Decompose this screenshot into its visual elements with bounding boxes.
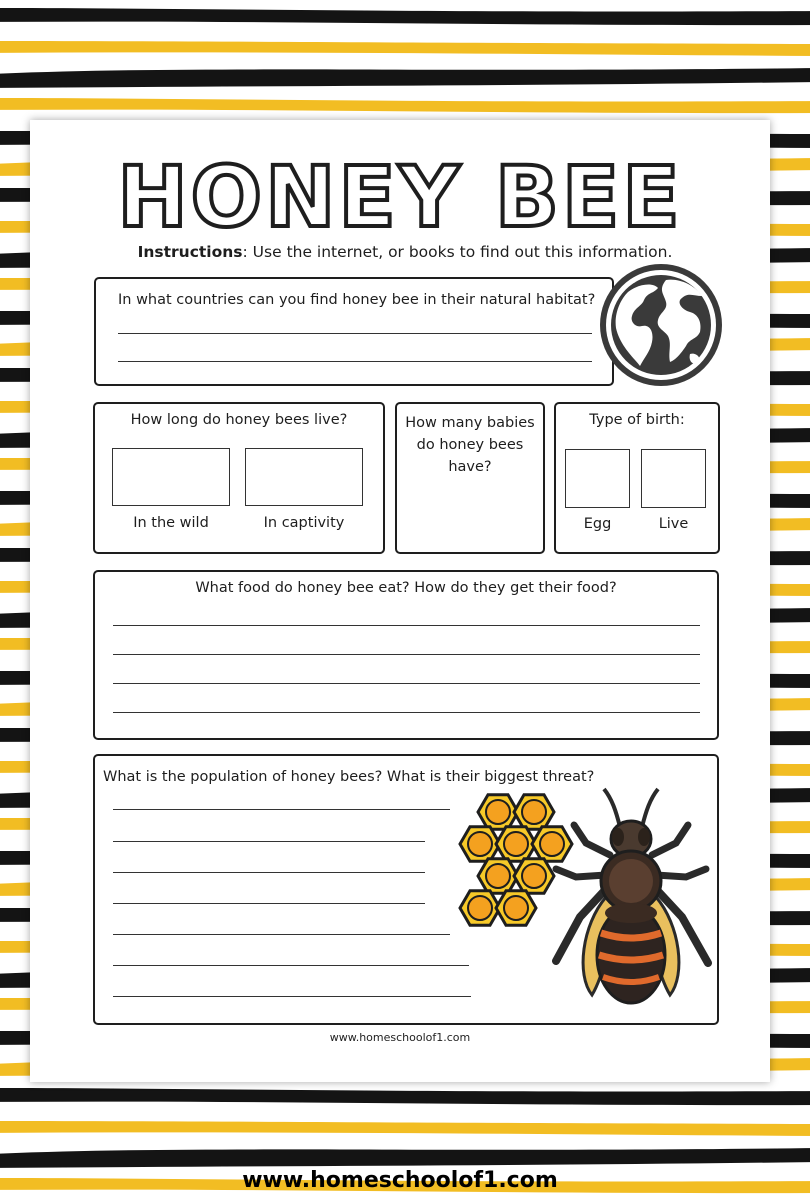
black-stripe	[0, 68, 810, 88]
answer-line[interactable]	[113, 683, 700, 684]
honeycomb-cell-fill	[504, 896, 528, 920]
instructions-text: : Use the internet, or books to find out this information.	[242, 243, 673, 261]
answer-line[interactable]	[113, 809, 450, 810]
svg-text:HONEY BEE: HONEY BEE	[117, 148, 683, 246]
answer-line[interactable]	[113, 712, 700, 713]
honeycomb-cell-fill	[486, 864, 510, 888]
honeycomb-cell-fill	[522, 800, 546, 824]
answer-line[interactable]	[113, 872, 425, 873]
instructions	[0, 243, 810, 261]
answer-line[interactable]	[113, 934, 450, 935]
habitat-question: In what countries can you find honey bee in their natural habitat?	[118, 292, 596, 308]
birth-type-question: Type of birth:	[589, 412, 685, 428]
instructions-label: Instructions	[137, 243, 243, 261]
site-url: www.homeschoolof1.com	[242, 1168, 558, 1193]
lifespan-wild-answer-box[interactable]	[112, 448, 230, 506]
black-stripe	[0, 1148, 810, 1168]
lifespan-captivity-label: In captivity	[263, 515, 345, 531]
black-stripe	[0, 8, 810, 25]
globe-icon	[598, 262, 724, 388]
yellow-stripe	[0, 41, 810, 56]
answer-line[interactable]	[113, 903, 425, 904]
birth-egg-checkbox[interactable]	[565, 449, 630, 508]
lifespan-captivity-answer-box[interactable]	[245, 448, 363, 506]
answer-line[interactable]	[113, 996, 471, 997]
birth-live-label: Live	[658, 516, 689, 532]
answer-line[interactable]	[118, 333, 592, 334]
answer-line[interactable]	[113, 841, 425, 842]
answer-line[interactable]	[113, 654, 700, 655]
lifespan-wild-label: In the wild	[133, 515, 209, 531]
answer-line[interactable]	[118, 361, 592, 362]
honeycomb-cell-fill	[486, 800, 510, 824]
yellow-stripe	[0, 98, 810, 113]
birth-live-checkbox[interactable]	[641, 449, 706, 508]
answer-line[interactable]	[113, 625, 700, 626]
honeycomb-cell-fill	[504, 832, 528, 856]
black-stripe	[0, 1088, 810, 1105]
worksheet-footer-url: www.homeschoolof1.com	[329, 1031, 471, 1044]
honeycomb-cell-fill	[468, 896, 492, 920]
bee-illustration	[546, 785, 716, 1015]
answer-line[interactable]	[113, 965, 469, 966]
babies-question: How many babies do honey bees have?	[405, 415, 535, 475]
yellow-stripe	[0, 1121, 810, 1136]
population-question: What is the population of honey bees? What is their biggest threat?	[103, 769, 595, 785]
lifespan-question: How long do honey bees live?	[130, 412, 348, 428]
honeycomb-cell-fill	[522, 864, 546, 888]
food-question: What food do honey bee eat? How do they get their food?	[195, 580, 617, 596]
honeycomb-cell-fill	[468, 832, 492, 856]
birth-egg-label: Egg	[583, 516, 612, 532]
title-outline-text	[117, 148, 683, 246]
